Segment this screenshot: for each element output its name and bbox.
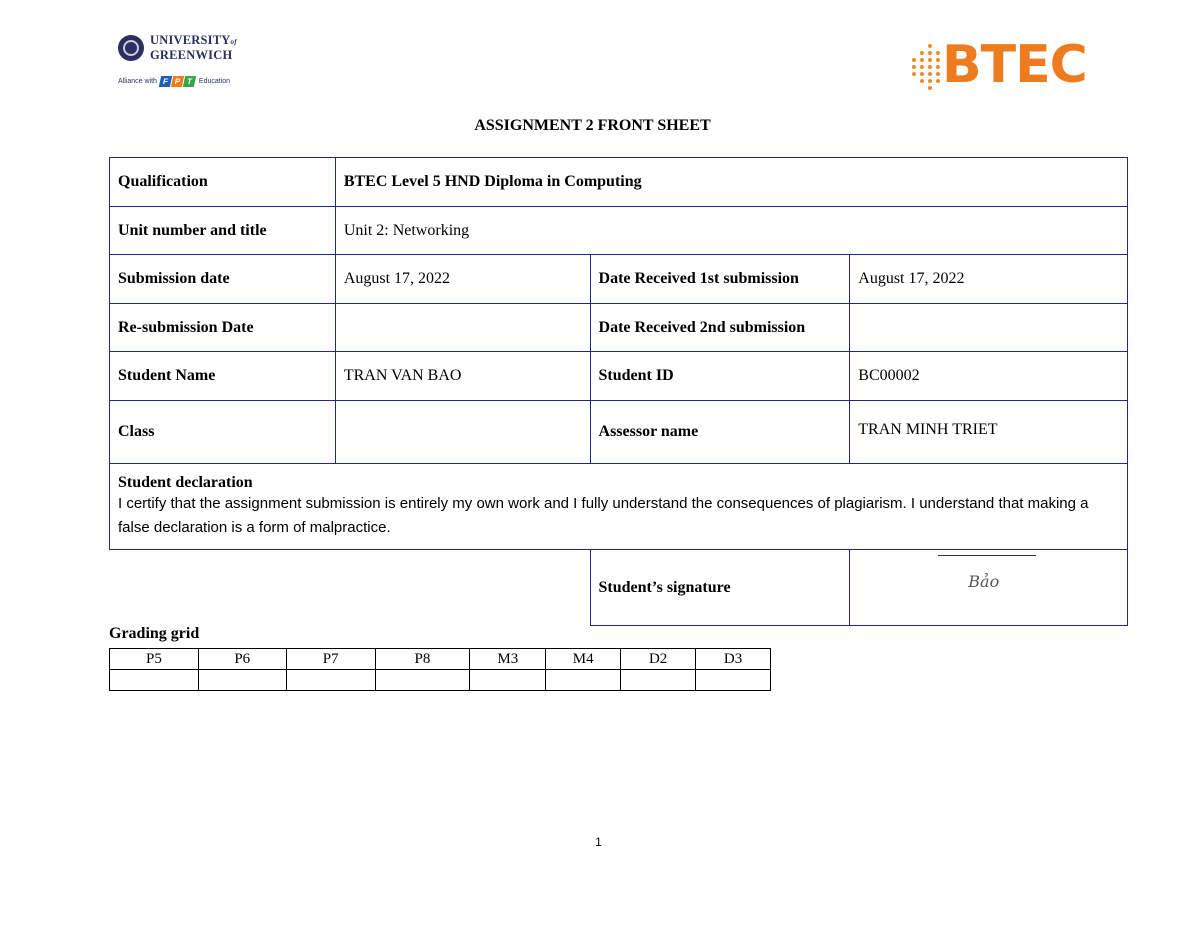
date-received-2-value	[850, 304, 1128, 352]
fpt-letter-f: F	[159, 76, 172, 87]
qualification-row	[110, 158, 1128, 207]
grade-header-p5: P5	[110, 649, 199, 670]
greenwich-seal-icon	[118, 35, 144, 61]
grade-header-d2: D2	[621, 649, 696, 670]
date-received-1-value: August 17, 2022	[850, 255, 1128, 304]
university-name-of: of	[230, 38, 237, 46]
date-received-1-label: Date Received 1st submission	[590, 255, 850, 304]
grading-grid-table	[109, 648, 771, 691]
signature-value: Bảo	[968, 572, 1000, 591]
class-label: Class	[110, 401, 336, 464]
fpt-alliance-line	[118, 76, 248, 87]
submission-date-value: August 17, 2022	[335, 255, 590, 304]
grade-cell-m4	[546, 670, 621, 691]
student-row	[110, 352, 1128, 401]
class-row	[110, 401, 1128, 464]
grade-cell-p5	[110, 670, 199, 691]
front-sheet-table	[109, 157, 1128, 626]
alliance-suffix: Education	[198, 78, 231, 85]
signature-row	[110, 550, 1128, 626]
declaration-cell	[110, 464, 1128, 550]
grade-header-m4: M4	[546, 649, 621, 670]
btec-logo	[910, 35, 1095, 95]
grade-header-p7: P7	[286, 649, 375, 670]
grading-grid-title: Grading grid	[109, 625, 200, 642]
assessor-label: Assessor name	[590, 401, 850, 464]
qualification-label: Qualification	[110, 158, 336, 207]
declaration-text: I certify that the assignment submission is entirely my own work and I fully understand the consequences of plagiarism. I understand that making a false declaration is a form of malpractice.	[118, 494, 1089, 536]
grading-grid-header-row	[110, 649, 771, 670]
unit-value: Unit 2: Networking	[335, 207, 1127, 255]
submission-date-label: Submission date	[110, 255, 336, 304]
date-received-2-label: Date Received 2nd submission	[590, 304, 850, 352]
university-name-line1: UNIVERSITY	[150, 33, 231, 47]
grade-header-m3: M3	[470, 649, 546, 670]
qualification-value: BTEC Level 5 HND Diploma in Computing	[335, 158, 1127, 207]
declaration-heading: Student declaration	[118, 473, 253, 491]
student-name-value: TRAN VAN BAO	[335, 352, 590, 401]
page-title: ASSIGNMENT 2 FRONT SHEET	[474, 117, 711, 134]
grade-cell-p7	[286, 670, 375, 691]
class-value	[335, 401, 590, 464]
fpt-letter-p: P	[171, 76, 184, 87]
unit-label: Unit number and title	[110, 207, 336, 255]
grade-cell-p8	[375, 670, 470, 691]
unit-row	[110, 207, 1128, 255]
grade-cell-d3	[696, 670, 771, 691]
grade-header-p8: P8	[375, 649, 470, 670]
signature-label: Student’s signature	[590, 550, 850, 626]
resubmission-label: Re-submission Date	[110, 304, 336, 352]
declaration-row	[110, 464, 1128, 550]
assessor-value: TRAN MINH TRIET	[850, 401, 1128, 464]
fpt-letter-t: T	[183, 76, 196, 87]
grading-grid-value-row	[110, 670, 771, 691]
btec-wordmark: BTEC	[942, 35, 1087, 95]
grade-header-p6: P6	[198, 649, 286, 670]
student-name-label: Student Name	[110, 352, 336, 401]
signature-line	[938, 555, 1036, 556]
grade-cell-p6	[198, 670, 286, 691]
student-id-value: BC00002	[850, 352, 1128, 401]
signature-blank-area	[110, 550, 591, 626]
grade-cell-m3	[470, 670, 546, 691]
resubmission-row	[110, 304, 1128, 352]
university-name-line2: GREENWICH	[150, 48, 233, 62]
resubmission-value	[335, 304, 590, 352]
signature-cell	[850, 550, 1128, 626]
submission-row	[110, 255, 1128, 304]
page-number: 1	[595, 835, 602, 849]
student-id-label: Student ID	[590, 352, 850, 401]
university-of-greenwich-logo	[118, 34, 248, 94]
grade-header-d3: D3	[696, 649, 771, 670]
grade-cell-d2	[621, 670, 696, 691]
alliance-prefix: Alliance with	[118, 78, 157, 85]
fpt-logo	[160, 76, 196, 87]
btec-dots-icon	[910, 44, 940, 90]
